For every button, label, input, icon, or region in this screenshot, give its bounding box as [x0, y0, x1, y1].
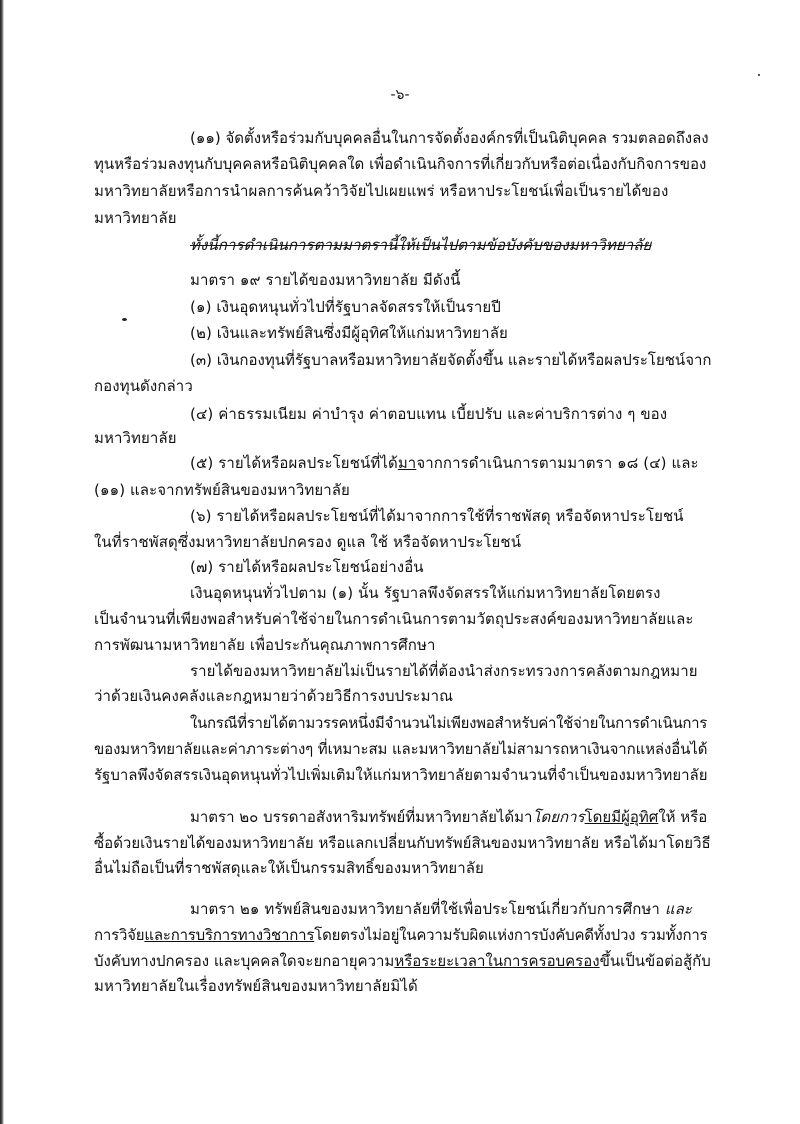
- scan-edge: [0, 0, 4, 1124]
- paragraph-line: เป็นจำนวนที่เพียงพอสำหรับค่าใช้จ่ายในการดำเนินการตามวัตถุประสงค์ของมหาวิทยาลัยและ: [94, 610, 694, 628]
- paragraph-line: ของมหาวิทยาลัยและค่าภาระต่างๆ ที่เหมาะสม และมหาวิทยาลัยไม่สามารถหาเงินจากแหล่งอื่นได้: [94, 740, 708, 758]
- list-item: (๗) รายได้หรือผลประโยชน์อย่างอื่น: [190, 558, 424, 576]
- para11-line: มหาวิทยาลัย: [94, 209, 177, 227]
- list-item-cont: มหาวิทยาลัย: [94, 429, 177, 447]
- paragraph-line: รัฐบาลพึงจัดสรรเงินอุดหนุนทั่วไปเพิ่มเติมให้แก่มหาวิทยาลัยตามจำนวนที่จำเป็นของมหาวิทยาลัย: [94, 766, 708, 784]
- page-number: -๖-: [390, 87, 410, 103]
- underlined-insertion: โดยมีผู้อุทิศ: [584, 808, 659, 826]
- handwritten-insertion: โดยการ: [532, 808, 585, 826]
- section-21-line: [94, 951, 711, 971]
- section-21-line: มหาวิทยาลัยในเรื่องทรัพย์สินของมหาวิทยาลัยมิได้: [94, 977, 418, 995]
- section-21-line: [190, 899, 692, 919]
- section-19-heading: มาตรา ๑๙ รายได้ของมหาวิทยาลัย มีดังนี้: [190, 271, 461, 289]
- text-run: บังคับทางปกครอง และบุคคลใดจะยกอายุความ: [94, 952, 395, 970]
- list-item: (๓) เงินกองทุนที่รัฐบาลหรือมหาวิทยาลัยจัดตั้งขึ้น และรายได้หรือผลประโยชน์จาก: [190, 351, 712, 369]
- text-run: ให้ หรือ: [658, 808, 708, 826]
- struck-handwritten-line: ทั้งนี้การดำเนินการตามมาตรานี้ให้เป็นไปตามข้อบังคับของมหาวิทยาลัย: [190, 236, 652, 254]
- section-20-line: ซื้อด้วยเงินรายได้ของมหาวิทยาลัย หรือแลกเปลี่ยนกับทรัพย์สินของมหาวิทยาลัย หรือได้มาโดยวิธี: [94, 834, 711, 852]
- section-21-line: [94, 925, 707, 945]
- paragraph-line: การพัฒนามหาวิทยาลัย เพื่อประกันคุณภาพการศึกษา: [94, 636, 436, 654]
- text-run: จากการดำเนินการตามมาตรา ๑๘ (๔) และ: [416, 454, 699, 472]
- text-run: มาตรา ๒๐ บรรดาอสังหาริมทรัพย์ที่มหาวิทยาลัยได้มา: [190, 808, 533, 826]
- list-item: (๑) เงินอุดหนุนทั่วไปที่รัฐบาลจัดสรรให้เป็นรายปี: [190, 298, 501, 316]
- underlined-insertion: มา: [397, 454, 417, 472]
- text-run: ขึ้นเป็นข้อต่อสู้กับ: [599, 952, 711, 970]
- paragraph-line: เงินอุดหนุนทั่วไปตาม (๑) นั้น รัฐบาลพึงจัดสรรให้แก่มหาวิทยาลัยโดยตรง: [190, 584, 661, 602]
- list-item-cont: ในที่ราชพัสดุซึ่งมหาวิทยาลัยปกครอง ดูแล ใช้ หรือจัดหาประโยชน์: [94, 533, 522, 551]
- list-item: [190, 453, 699, 473]
- para11-line: ทุนหรือร่วมลงทุนกับบุคคลหรือนิติบุคคลใด เพื่อดำเนินกิจการที่เกี่ยวกับหรือต่อเนื่องกับกิจการของ: [94, 155, 707, 173]
- handwritten-insertion: และ: [664, 900, 693, 918]
- scan-speck: [758, 74, 760, 76]
- text-run: การวิจัย: [94, 926, 145, 944]
- scan-speck: [122, 318, 127, 321]
- underlined-insertion: และการบริการทางวิชาการ: [144, 926, 315, 944]
- list-item: (๖) รายได้หรือผลประโยชน์ที่ได้มาจากการใช้ที่ราชพัสดุ หรือจัดหาประโยชน์: [190, 507, 684, 525]
- section-20-line: อื่นไม่ถือเป็นที่ราชพัสดุและให้เป็นกรรมสิทธิ์ของมหาวิทยาลัย: [94, 859, 484, 877]
- paragraph-line: ว่าด้วยเงินคงคลังและกฎหมายว่าด้วยวิธีการงบประมาณ: [94, 687, 454, 705]
- para11-line: มหาวิทยาลัยหรือการนำผลการค้นคว้าวิจัยไปเผยแพร่ หรือหาประโยชน์เพื่อเป็นรายได้ของ: [94, 182, 669, 200]
- text-run: (๕) รายได้หรือผลประโยชน์ที่ได้: [190, 454, 398, 472]
- list-item-cont: กองทุนดังกล่าว: [94, 377, 193, 395]
- list-item: (๒) เงินและทรัพย์สินซึ่งมีผู้อุทิศให้แก่มหาวิทยาลัย: [190, 324, 508, 342]
- paragraph-line: รายได้ของมหาวิทยาลัยไม่เป็นรายได้ที่ต้องนำส่งกระทรวงการคลังตามกฎหมาย: [190, 662, 698, 680]
- paragraph-line: ในกรณีที่รายได้ตามวรรคหนึ่งมีจำนวนไม่เพียงพอสำหรับค่าใช้จ่ายในการดำเนินการ: [190, 714, 708, 732]
- text-run: โดยตรงไม่อยู่ในความรับผิดแห่งการบังคับคดีทั้งปวง รวมทั้งการ: [314, 926, 708, 944]
- list-item-cont: (๑๑) และจากทรัพย์สินของมหาวิทยาลัย: [94, 481, 350, 499]
- underlined-insertion: หรือระยะเวลาในการครอบครอง: [394, 952, 600, 970]
- text-run: มาตรา ๒๑ ทรัพย์สินของมหาวิทยาลัยที่ใช้เพื่อประโยชน์เกี่ยวกับการศึกษา: [190, 900, 660, 918]
- list-item: (๔) ค่าธรรมเนียม ค่าบำรุง ค่าตอบแทน เบี้ยปรับ และค่าบริการต่าง ๆ ของ: [190, 405, 668, 423]
- section-20-line: [190, 807, 707, 827]
- para11-line: (๑๑) จัดตั้งหรือร่วมกับบุคคลอื่นในการจัดตั้งองค์กรที่เป็นนิติบุคคล รวมตลอดถึงลง: [190, 129, 709, 147]
